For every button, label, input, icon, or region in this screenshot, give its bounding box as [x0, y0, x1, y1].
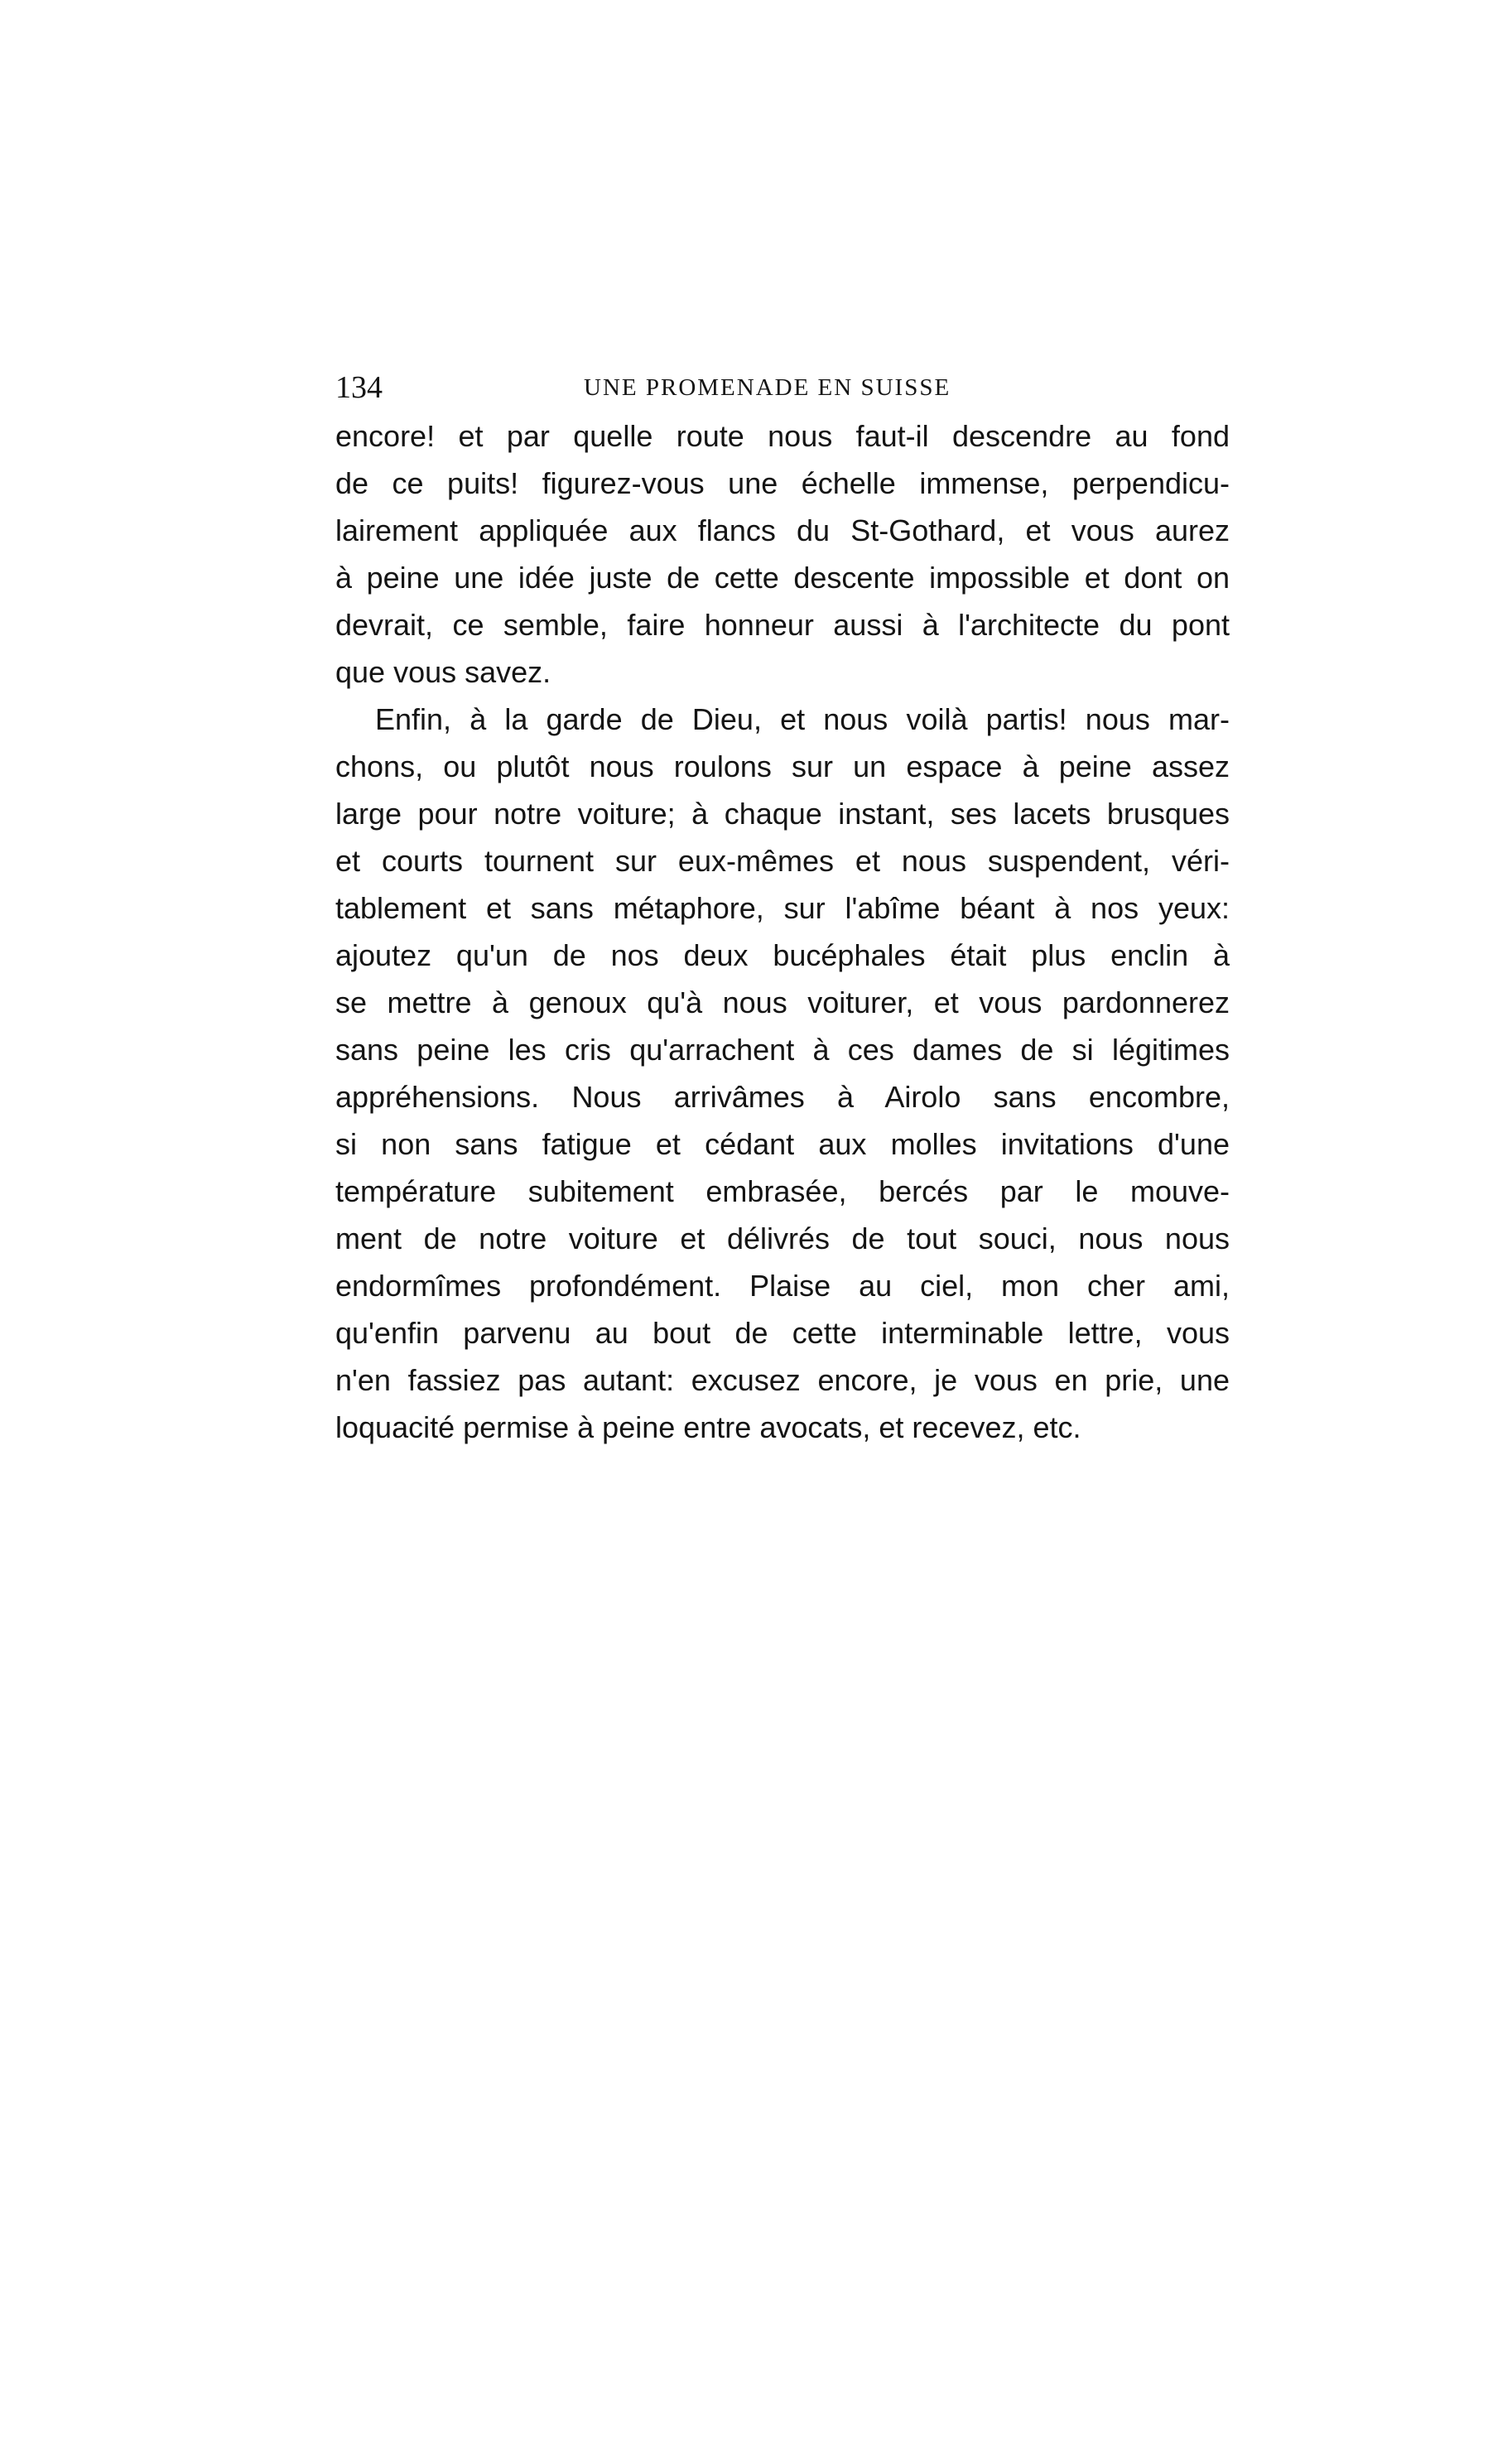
text-line: chons, ou plutôt nous roulons sur un espace à peine assez [335, 749, 1230, 783]
text-line: endormîmes profondément. Plaise au ciel, mon cher ami, [335, 1269, 1230, 1303]
text-line: qu'enfin parvenu au bout de cette interminable lettre, vous [335, 1316, 1230, 1350]
text-line: lairement appliquée aux flancs du St-Gothard, et vous aurez [335, 513, 1230, 547]
body-text [335, 412, 1230, 1451]
text-line: devrait, ce semble, faire honneur aussi à l'architecte du pont [335, 608, 1230, 642]
text-line: et courts tournent sur eux-mêmes et nous suspendent, véri- [335, 844, 1230, 878]
text-line: ment de notre voiture et délivrés de tout souci, nous nous [335, 1222, 1230, 1255]
text-line: n'en fassiez pas autant: excusez encore, je vous en prie, une [335, 1363, 1230, 1397]
text-line: Enfin, à la garde de Dieu, et nous voilà partis! nous mar- [375, 702, 1230, 736]
text-line: tablement et sans métaphore, sur l'abîme béant à nos yeux: [335, 891, 1230, 925]
text-line: se mettre à genoux qu'à nous voiturer, et vous pardonnerez [335, 985, 1230, 1019]
text-line: température subitement embrasée, bercés par le mouve- [335, 1174, 1230, 1208]
page-header [335, 363, 1230, 412]
text-line: que vous savez. [335, 655, 551, 689]
page-number: 134 [335, 370, 383, 405]
text-line: si non sans fatigue et cédant aux molles invitations d'une [335, 1127, 1230, 1161]
text-line: de ce puits! figurez-vous une échelle immense, perpendicu- [335, 466, 1230, 500]
text-line: loquacité permise à peine entre avocats, et recevez, etc. [335, 1410, 1081, 1444]
text-line: ajoutez qu'un de nos deux bucéphales était plus enclin à [335, 938, 1230, 972]
text-line: appréhensions. Nous arrivâmes à Airolo sans encombre, [335, 1080, 1230, 1114]
text-line: sans peine les cris qu'arrachent à ces dames de si légitimes [335, 1033, 1230, 1067]
text-line: large pour notre voiture; à chaque instant, ses lacets brusques [335, 797, 1230, 831]
text-line: à peine une idée juste de cette descente impossible et dont on [335, 561, 1230, 595]
running-title: UNE PROMENADE EN SUISSE [584, 374, 951, 401]
text-line: encore! et par quelle route nous faut-il descendre au fond [335, 419, 1230, 453]
